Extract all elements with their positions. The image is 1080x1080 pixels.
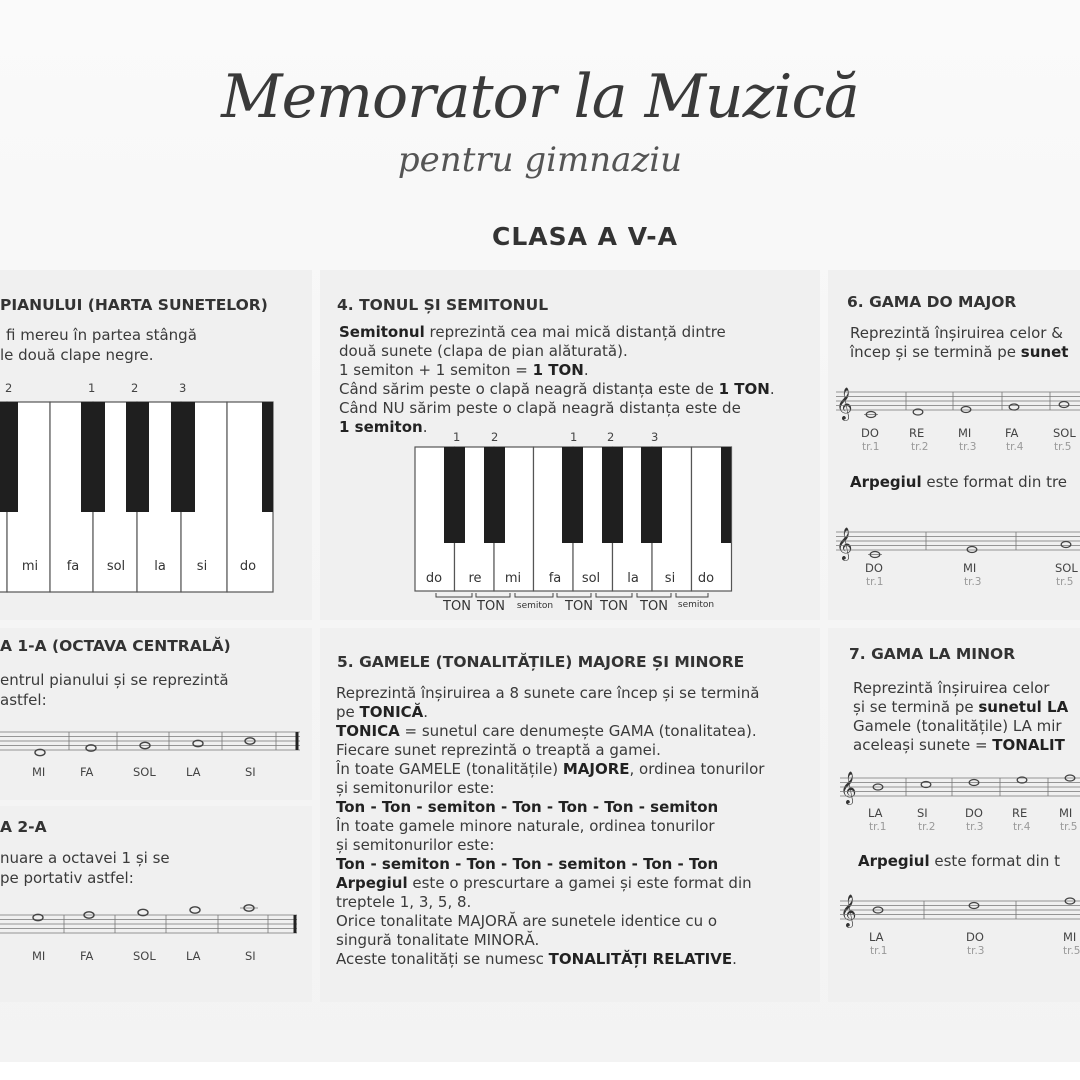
text-span: = sunetul care denumește GAMA (tonalitatea).: [399, 722, 757, 740]
text-line: [339, 380, 775, 399]
section-heading: 5. GAMELE (TONALITĂȚILE) MAJORE ȘI MINORE: [337, 653, 745, 671]
text-line: Reprezintă înșiruirea celor &: [850, 324, 1063, 342]
text-line: pe portativ astfel:: [0, 869, 134, 887]
step-label: tr.5: [1060, 821, 1078, 833]
piano-keyboard-middle: [414, 446, 734, 592]
note-label: MI: [1063, 930, 1077, 944]
note-label: FA: [1005, 426, 1019, 440]
note-label: SI: [917, 806, 928, 820]
note-label: LA: [186, 765, 201, 779]
note-label: MI: [32, 765, 46, 779]
text-line: În toate gamele minore naturale, ordinea tonurilor: [336, 817, 715, 835]
step-label: tr.5: [1063, 945, 1080, 957]
interval-label: TON: [600, 599, 628, 614]
text-line: [339, 418, 427, 437]
step-label: tr.4: [1006, 441, 1024, 453]
note-label: SOL: [1055, 561, 1078, 575]
step-label: tr.2: [918, 821, 936, 833]
text-line: Reprezintă înșiruirea celor: [853, 679, 1050, 697]
text-line: treptele 1, 3, 5, 8.: [336, 893, 472, 911]
bold-term: TONICĂ: [359, 703, 424, 721]
key-label: sol: [581, 571, 601, 586]
bold-term: Arpegiul: [858, 852, 930, 870]
note-label: DO: [861, 426, 879, 440]
interval-label: semiton: [516, 601, 554, 611]
bold-term: 1 TON: [532, 361, 584, 379]
text-span: este format din t: [929, 852, 1060, 870]
section-heading: 4. TONUL ȘI SEMITONUL: [337, 296, 549, 314]
text-line: [850, 343, 1068, 362]
treble-clef-icon: 𝄞: [840, 771, 857, 804]
interval-label: TON: [443, 599, 471, 614]
interval-label: TON: [477, 599, 505, 614]
text-line: nuare a octavei 1 și se: [0, 849, 170, 867]
note-label: LA: [186, 949, 201, 963]
text-line: [853, 736, 1065, 755]
note-label: SOL: [1053, 426, 1076, 440]
bold-term: sunet: [1020, 343, 1069, 361]
text-line: două sunete (clapa de pian alăturată).: [339, 342, 628, 360]
text-span: .: [422, 418, 428, 436]
key-label: fa: [66, 559, 80, 574]
key-label: la: [627, 571, 639, 586]
text-span: aceleași sunete =: [853, 736, 993, 754]
text-span: .: [732, 950, 737, 968]
key-label: do: [697, 571, 715, 586]
step-label: tr.1: [866, 576, 884, 588]
text-span: 1 semiton + 1 semiton =: [339, 361, 533, 379]
bold-term: Arpegiul: [336, 874, 408, 892]
note-label: MI: [1059, 806, 1073, 820]
section-heading: PIANULUI (HARTA SUNETELOR): [0, 296, 268, 314]
step-label: tr.2: [911, 441, 929, 453]
treble-clef-icon: 𝄞: [836, 527, 853, 560]
key-label: mi: [504, 571, 522, 586]
step-label: tr.3: [966, 821, 984, 833]
step-label: tr.1: [870, 945, 888, 957]
key-label: la: [154, 559, 166, 574]
interval-brackets: [414, 592, 734, 616]
text-span: .: [423, 703, 429, 721]
major-pattern: [336, 798, 718, 817]
text-line: [336, 760, 764, 779]
note-label: LA: [868, 806, 883, 820]
bold-term: TONALIT: [992, 736, 1065, 754]
key-label: sol: [106, 559, 126, 574]
text-line: și semitonurilor este:: [336, 779, 495, 797]
interval-label: TON: [640, 599, 668, 614]
note-label: DO: [865, 561, 883, 575]
text-span: .: [583, 361, 589, 379]
bold-term: TONALITĂȚI RELATIVE: [548, 950, 733, 968]
text-line: [339, 361, 589, 380]
note-label: SI: [245, 949, 256, 963]
text-line: Fiecare sunet reprezintă o treaptă a gamei.: [336, 741, 661, 759]
treble-clef-icon: 𝄞: [836, 387, 853, 420]
text-span: , ordinea tonurilor: [629, 760, 765, 778]
key-label: do: [239, 559, 257, 574]
minor-pattern: [336, 855, 718, 874]
note-label: SOL: [133, 949, 156, 963]
section-heading: A 2-A: [0, 818, 47, 836]
text-span: Când sărim peste o clapă neagră distanța este de: [339, 380, 719, 398]
treble-clef-icon: 𝄞: [840, 894, 857, 927]
step-label: tr.5: [1054, 441, 1072, 453]
note-label: FA: [80, 765, 94, 779]
bold-term: TONICA: [336, 722, 400, 740]
text-span: În toate GAMELE (tonalitățile): [336, 760, 563, 778]
text-span: reprezintă cea mai mică distanță dintre: [424, 323, 726, 341]
text-span: este format din tre: [921, 473, 1068, 491]
bold-term: Ton - semiton - Ton - Ton - semiton - Ton - Ton: [336, 855, 719, 873]
note-label: MI: [963, 561, 977, 575]
page-subtitle: pentru gimnaziu: [397, 140, 683, 180]
text-line: astfel:: [0, 691, 47, 709]
step-label: tr.3: [967, 945, 985, 957]
key-label: re: [468, 571, 482, 586]
staff-la-minor: [840, 772, 1080, 802]
section-heading: A 1-A (OCTAVA CENTRALĂ): [0, 637, 231, 655]
text-span: este o prescurtare a gamei și este format din: [407, 874, 752, 892]
interval-label: TON: [565, 599, 593, 614]
staff-octave-1: [0, 728, 305, 758]
key-label: fa: [548, 571, 562, 586]
text-span: încep și se termină pe: [850, 343, 1021, 361]
step-label: tr.3: [959, 441, 977, 453]
text-span: și se termină pe: [853, 698, 979, 716]
page-bottom-edge: [0, 1062, 1080, 1080]
key-label: si: [196, 559, 208, 574]
note-label: LA: [869, 930, 884, 944]
key-label: mi: [21, 559, 39, 574]
step-label: tr.1: [862, 441, 880, 453]
note-label: SOL: [133, 765, 156, 779]
text-line: [850, 473, 1067, 492]
step-label: tr.3: [964, 576, 982, 588]
group-number: 1: [88, 381, 96, 395]
page-title: Memorator la Muzică: [221, 62, 859, 132]
group-number: 2: [131, 381, 139, 395]
bold-term: 1 TON: [718, 380, 770, 398]
interval-label: semiton: [677, 600, 715, 610]
text-line: [336, 703, 428, 722]
bold-term: 1 semiton: [339, 418, 423, 436]
key-label: do: [425, 571, 443, 586]
text-line: le două clape negre.: [0, 346, 154, 364]
text-line: [858, 852, 1060, 871]
note-label: DO: [965, 806, 983, 820]
text-line: singură tonalitate MINORĂ.: [336, 931, 540, 949]
text-line: [853, 698, 1068, 717]
note-label: RE: [909, 426, 925, 440]
text-span: .: [769, 380, 775, 398]
note-label: FA: [80, 949, 94, 963]
group-number: 2: [491, 430, 499, 444]
note-label: RE: [1012, 806, 1028, 820]
text-line: [336, 722, 757, 741]
group-number: 3: [179, 381, 187, 395]
bold-term: Ton - Ton - semiton - Ton - Ton - Ton - semiton: [336, 798, 719, 816]
bold-term: Semitonul: [339, 323, 425, 341]
key-label: si: [664, 571, 676, 586]
note-label: MI: [32, 949, 46, 963]
step-label: tr.5: [1056, 576, 1074, 588]
text-line: Orice tonalitate MAJORĂ are sunetele identice cu o: [336, 912, 718, 930]
group-number: 3: [651, 430, 659, 444]
group-number: 2: [5, 381, 13, 395]
text-line: și semitonurilor este:: [336, 836, 495, 854]
note-label: SI: [245, 765, 256, 779]
text-line: Când NU sărim peste o clapă neagră distanța este de: [339, 399, 741, 417]
staff-la-minor-arpeggio: [840, 895, 1080, 925]
group-number: 1: [453, 430, 461, 444]
text-line: [336, 950, 737, 969]
text-span: Aceste tonalități se numesc: [336, 950, 549, 968]
staff-octave-2: [0, 905, 305, 941]
staff-do-major-arpeggio: [836, 524, 1080, 560]
section-heading: 6. GAMA DO MAJOR: [847, 293, 1017, 311]
text-line: Reprezintă înșiruirea a 8 sunete care încep și se termină: [336, 684, 760, 702]
text-line: [339, 323, 726, 342]
staff-do-major: [836, 384, 1080, 420]
note-label: DO: [966, 930, 984, 944]
bold-term: sunetul LA: [978, 698, 1069, 716]
class-title: CLASA A V-A: [492, 222, 678, 251]
text-line: fi mereu în partea stângă: [6, 326, 197, 344]
step-label: tr.4: [1013, 821, 1031, 833]
bold-term: Arpegiul: [850, 473, 922, 491]
group-number: 2: [607, 430, 615, 444]
bold-term: MAJORE: [562, 760, 630, 778]
text-line: [336, 874, 752, 893]
group-number: 1: [570, 430, 578, 444]
section-heading: 7. GAMA LA MINOR: [849, 645, 1016, 663]
text-line: Gamele (tonalitățile) LA mir: [853, 717, 1062, 735]
text-span: pe: [336, 703, 360, 721]
piano-key-labels-left: [0, 556, 275, 580]
note-label: MI: [958, 426, 972, 440]
text-line: entrul pianului și se reprezintă: [0, 671, 229, 689]
step-label: tr.1: [869, 821, 887, 833]
